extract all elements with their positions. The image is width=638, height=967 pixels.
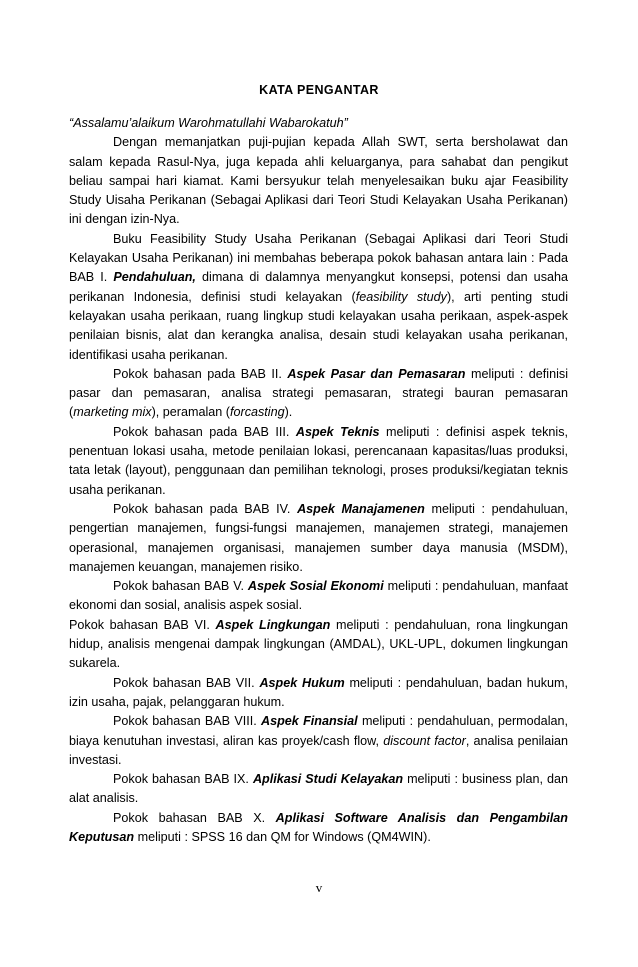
chapter-1-title: Pendahuluan,	[113, 270, 196, 285]
page-number: v	[315, 880, 323, 895]
chapter-5-title: Aspek Sosial Ekonomi	[247, 579, 384, 594]
paragraph-6: Pokok bahasan BAB V. Aspek Sosial Ekonomi meliputi : pendahuluan, manfaat ekonomi dan sosial, analisis aspek sosial.	[69, 579, 569, 613]
paragraph-9: Pokok bahasan BAB VIII. Aspek Finansial meliputi : pendahuluan, permodalan, biaya kenutuhan investasi, aliran kas proyek/cash flow, discount factor, analisa penilaian investasi.	[69, 714, 569, 767]
chapter-6-title: Aspek Lingkungan	[215, 617, 331, 632]
chapter-8-title: Aspek Finansial	[261, 714, 358, 729]
chapter-9-title: Aplikasi Studi Kelayakan	[252, 772, 404, 787]
foreword-body	[69, 114, 568, 847]
page-title: KATA PENGANTAR	[259, 83, 379, 97]
paragraph-2: Buku Feasibility Study Usaha Perikanan (Sebagai Aplikasi dari Teori Studi Kelayakan Usaha Perikanan) ini membahas beberapa pokok bahasan antara lain : Pada BAB I. Pendahuluan, dimana di dalamnya menyangkut konsepsi, potensi dan usaha perikanan Indonesia, definisi studi kelayakan (feasibility study), arti penting studi kelayakan usaha perikaan, ruang lingkup studi kelayakan usaha perikaan, aspek-aspek penilaian bisnis, alat dan kerangka analisa, desain studi kelayakan usaha perikanan, identifikasi usaha perikanan.	[69, 231, 569, 362]
paragraph-11: Pokok bahasan BAB X. Aplikasi Software Analisis dan Pengambilan Keputusan meliputi : SPSS 16 dan QM for Windows (QM4WIN).	[69, 810, 568, 844]
chapter-3-title: Aspek Teknis	[295, 424, 380, 439]
paragraph-10: Pokok bahasan BAB IX. Aplikasi Studi Kelayakan meliputi : business plan, dan alat analisis.	[69, 772, 569, 806]
paragraph-3: Pokok bahasan pada BAB II. Aspek Pasar dan Pemasaran meliputi : definisi pasar dan pemasaran, analisa strategi pemasaran, strategi bauran pemasaran (marketing mix), peramalan (forcasting).	[69, 366, 568, 420]
chapter-7-title: Aspek Hukum	[259, 675, 345, 690]
paragraph-5: Pokok bahasan pada BAB IV. Aspek Manajamenen meliputi : pendahuluan, pengertian manajemen, fungsi-fungsi manajemen, manajemen strategi, manajemen operasional, manajemen organisasi, manajemen sumber daya manusia (MSDM), manajemen keuangan, manajemen risiko.	[69, 501, 569, 574]
greeting: “Assalamu’alaikum Warohmatullahi Wabarokatuh”	[69, 116, 348, 130]
paragraph-4: Pokok bahasan pada BAB III. Aspek Teknis meliputi : definisi aspek teknis, penentuan lokasi usaha, metode penilaian lokasi, perencanaan kapasitas/luas produksi, tata letak (layout), penggunaan dan pemilihan teknologi, proses produksi/kegiatan teknis usaha perikanan.	[69, 424, 568, 497]
paragraph-8: Pokok bahasan BAB VII. Aspek Hukum meliputi : pendahuluan, badan hukum, izin usaha, pajak, pelanggaran hukum.	[69, 675, 569, 709]
chapter-2-title: Aspek Pasar dan Pemasaran	[287, 366, 466, 381]
chapter-10-title: Aplikasi Software Analisis dan Pengambilan Keputusan	[69, 810, 568, 844]
paragraph-7: Pokok bahasan BAB VI. Aspek Lingkungan meliputi : pendahuluan, rona lingkungan hidup, analisis mengenai dampak lingkungan (AMDAL), UKL-UPL, dokumen lingkungan sukarela.	[69, 617, 568, 671]
paragraph-1: Dengan memanjatkan puji-pujian kepada Allah SWT, serta bersholawat dan salam kepada Rasul-Nya, juga kepada ahli keluarganya, para sahabat dan pengikut beliau sampai hari kiamat. Kami bersyukur telah menyelesaikan buku ajar Feasibility Study Uisaha Perikanan (Sebagai Aplikasi dari Teori Studi Kelayakan Usaha Perikanan) ini dengan izin-Nya.	[69, 135, 568, 227]
chapter-4-title: Aspek Manajamenen	[297, 501, 425, 516]
